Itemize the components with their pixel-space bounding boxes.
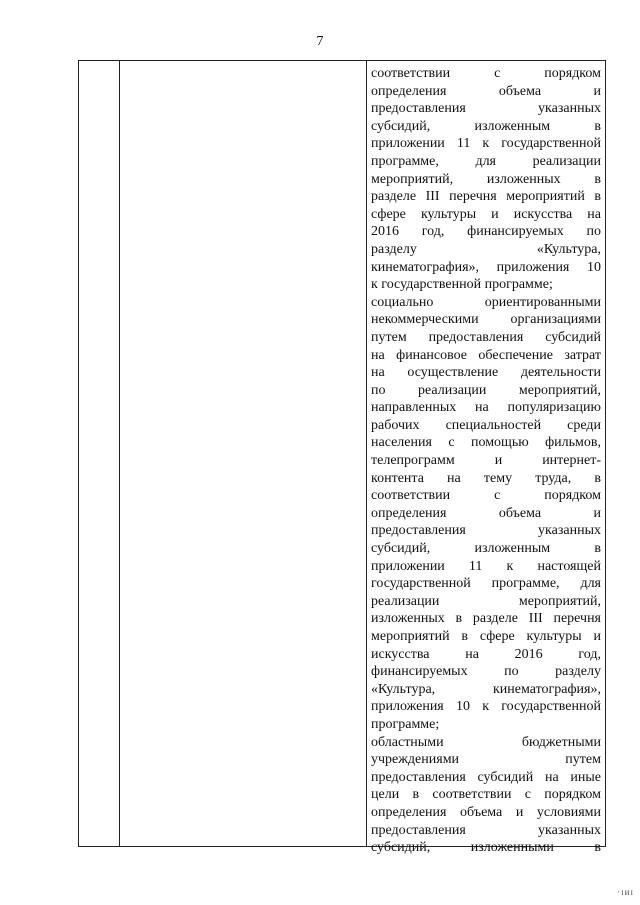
text-line: программе; xyxy=(371,716,440,732)
text-line: «Культура, кинематография», xyxy=(371,681,601,697)
text-line: мероприятий в сфере культуры и xyxy=(371,629,601,644)
text-line: по реализации мероприятий, xyxy=(371,382,601,398)
text-line: путем предоставления субсидий xyxy=(371,329,601,345)
text-line: определения объема и xyxy=(371,505,601,521)
text-line: контента на тему труда, в xyxy=(371,470,601,486)
text-line: реализации мероприятий, xyxy=(371,593,601,609)
text-line: населения с помощью фильмов, xyxy=(371,435,601,451)
text-line: субсидий, изложенными в xyxy=(371,840,601,856)
page-number: 7 xyxy=(316,34,324,49)
text-line: мероприятий, изложенных в xyxy=(371,171,601,187)
text-line: областными бюджетными xyxy=(371,734,601,750)
text-line: приложении 11 к настоящей xyxy=(371,558,601,574)
document-table xyxy=(78,60,606,856)
text-line: направленных на популяризацию xyxy=(371,400,601,416)
text-line: 2016 год, финансируемых по xyxy=(371,224,601,240)
text-line: учреждениями путем xyxy=(371,752,601,768)
text-line: определения объема и условиями xyxy=(371,804,601,820)
text-line: приложении 11 к государственной xyxy=(371,136,601,152)
text-line: предоставления указанных xyxy=(371,101,601,117)
text-line: финансируемых по разделу xyxy=(371,664,601,680)
text-line: субсидий, изложенным в xyxy=(371,118,601,134)
text-line: соответствии с порядком xyxy=(371,66,601,81)
text-line: предоставления указанных xyxy=(371,822,601,838)
text-line: предоставления субсидий на иные xyxy=(371,769,601,785)
text-line: на осуществление деятельности xyxy=(371,365,601,381)
column-divider-2 xyxy=(366,61,367,846)
text-line: кинематография», приложения 10 xyxy=(371,259,601,275)
text-line: некоммерческими организациями xyxy=(371,312,601,328)
text-line: искусства на 2016 год, xyxy=(371,646,601,662)
text-line: рабочих специальностей среди xyxy=(371,417,601,433)
text-line: программе, для реализации xyxy=(371,153,601,169)
text-line: определения объема и xyxy=(371,83,601,99)
text-line: приложения 10 к государственной xyxy=(371,699,601,715)
text-line: на финансовое обеспечение затрат xyxy=(371,347,601,363)
text-line: социально ориентированными xyxy=(371,294,601,310)
text-line: цели в соответствии с порядком xyxy=(371,787,601,803)
column-divider-1 xyxy=(119,61,120,846)
text-line: соответствии с порядком xyxy=(371,488,601,504)
text-line: к государственной программе; xyxy=(371,277,553,293)
text-line: разделу «Культура, xyxy=(371,241,601,257)
text-line: субсидий, изложенным в xyxy=(371,541,601,557)
text-line: государственной программе, для xyxy=(371,576,601,592)
text-line: телепрограмм и интернет- xyxy=(371,453,601,469)
text-line: сфере культуры и искусства на xyxy=(371,206,601,222)
table-cell-column-3 xyxy=(371,65,601,857)
scan-corner-mark: ·ɪᴎɪ xyxy=(617,887,634,897)
text-line: предоставления указанных xyxy=(371,523,601,539)
text-line: разделе III перечня мероприятий в xyxy=(371,189,601,205)
text-line: изложенных в разделе III перечня xyxy=(371,611,601,627)
